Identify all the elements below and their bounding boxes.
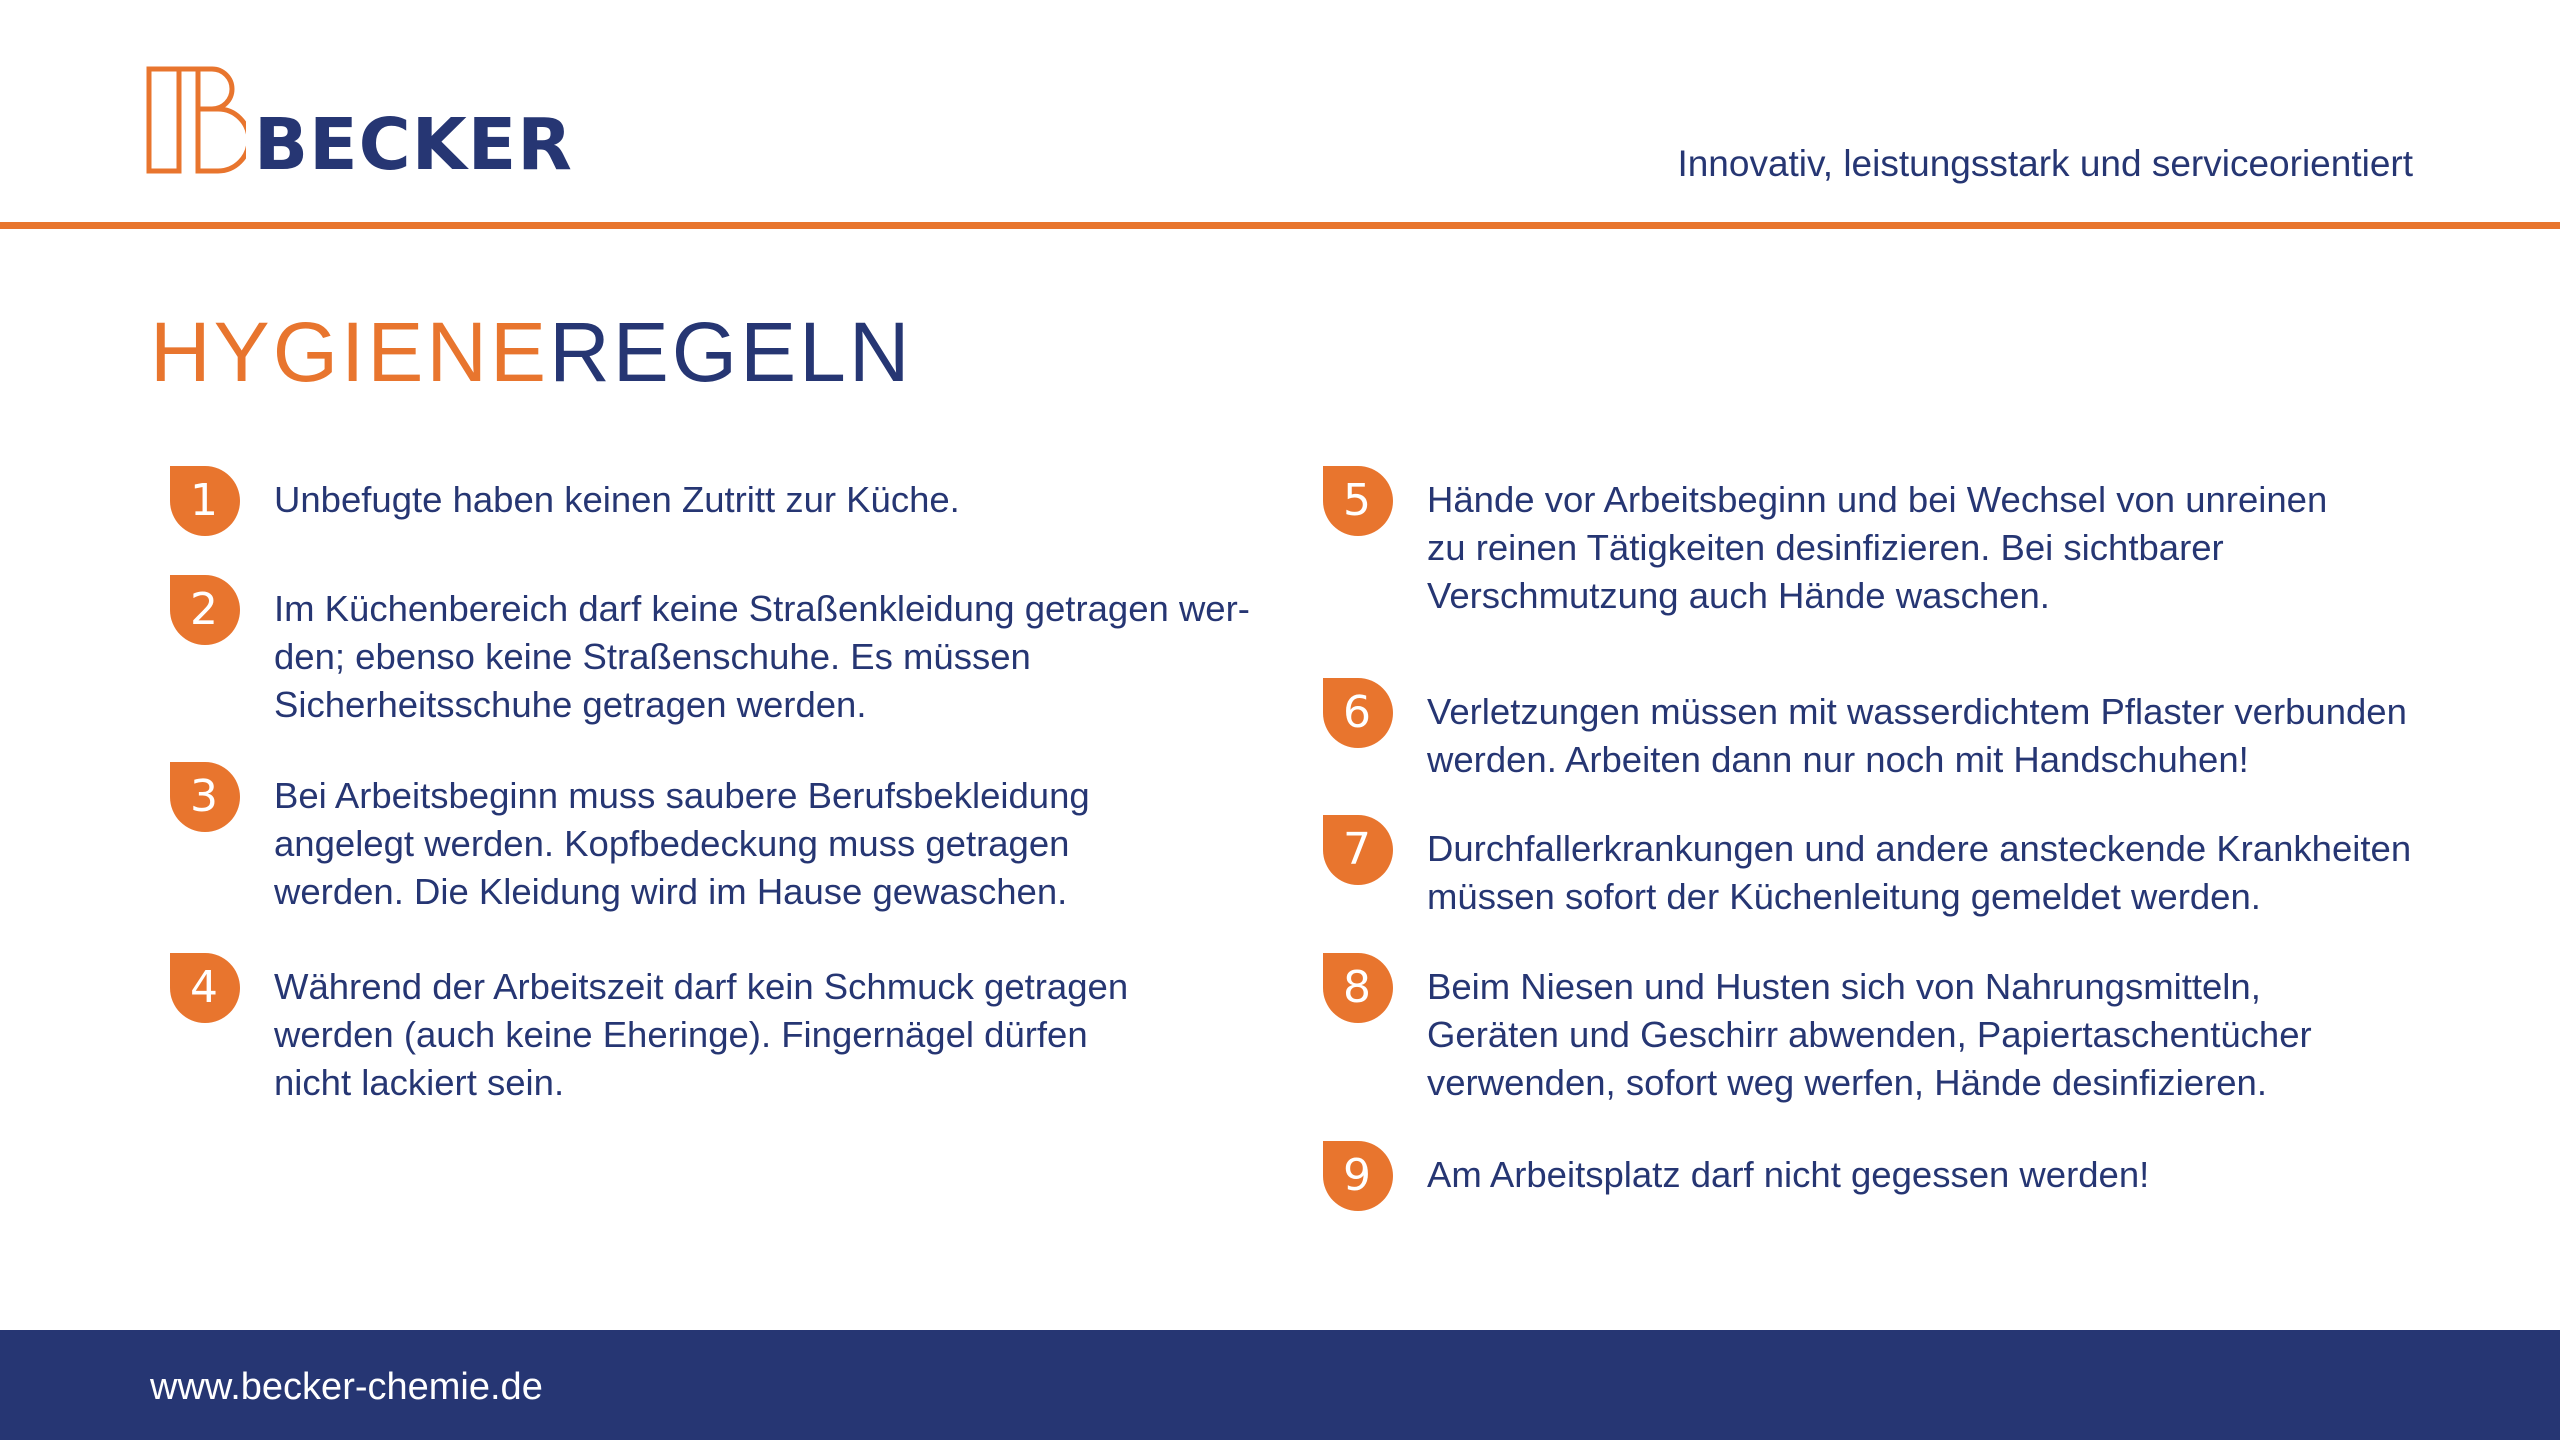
rule-text: Bei Arbeitsbeginn muss saubere Berufsbekleidung angelegt werden. Kopfbedeckung muss getragen werden. Die Kleidung wird im Hause gewaschen. (274, 775, 1090, 912)
badge-number: 3 (190, 771, 218, 822)
becker-logo (146, 64, 573, 186)
rule-item-7 (1323, 815, 2443, 921)
badge-number: 2 (190, 584, 218, 635)
badge-number: 5 (1343, 475, 1371, 526)
tagline: Innovativ, leistungsstark und serviceorientiert (1677, 143, 2413, 184)
rule-text: Am Arbeitsplatz darf nicht gegessen werden! (1427, 1154, 2150, 1195)
rule-text: Beim Niesen und Husten sich von Nahrungsmitteln, Geräten und Geschirr abwenden, Papiertaschentücher verwenden, sofort weg werfen, Hände desinfizieren. (1427, 966, 2312, 1103)
number-badge-3 (170, 762, 240, 832)
number-badge-9 (1323, 1141, 1393, 1211)
rule-text: Während der Arbeitszeit darf kein Schmuck getragen werden (auch keine Eheringe). Fingernägel dürfen nicht lackiert sein. (274, 966, 1129, 1103)
rule-text: Verletzungen müssen mit wasserdichtem Pflaster verbunden werden. Arbeiten dann nur noch mit Handschuhen! (1427, 691, 2407, 780)
number-badge-1 (170, 466, 240, 536)
rule-item-1 (170, 466, 1290, 536)
footer (0, 1330, 2560, 1440)
number-badge-2 (170, 575, 240, 645)
logo-mark-icon (146, 66, 246, 174)
badge-number: 7 (1343, 824, 1371, 875)
rule-item-5 (1323, 466, 2443, 620)
rule-item-6 (1323, 678, 2443, 784)
number-badge-4 (170, 953, 240, 1023)
number-badge-6 (1323, 678, 1393, 748)
rule-item-8 (1323, 953, 2443, 1107)
number-badge-5 (1323, 466, 1393, 536)
badge-number: 1 (190, 475, 218, 526)
title-part-regeln: REGELN (549, 305, 913, 399)
rule-text: Hände vor Arbeitsbeginn und bei Wechsel von unreinen zu reinen Tätigkeiten desinfizieren. Bei sichtbarer Verschmutzung auch Hände waschen. (1427, 479, 2328, 616)
badge-number: 6 (1343, 687, 1371, 738)
rule-text: Im Küchenbereich darf keine Straßenkleidung getragen wer- den; ebenso keine Straßenschuhe. Es müssen Sicherheitsschuhe getragen werden. (274, 588, 1250, 725)
header (0, 0, 2560, 224)
rule-item-2 (170, 575, 1290, 729)
badge-number: 9 (1343, 1150, 1371, 1201)
number-badge-8 (1323, 953, 1393, 1023)
rule-item-3 (170, 762, 1290, 916)
page-title (150, 296, 913, 408)
title-part-hygiene: HYGIENE (150, 305, 550, 399)
badge-number: 8 (1343, 962, 1371, 1013)
logo-wordmark: BECKER (254, 103, 573, 186)
header-divider (0, 222, 2560, 229)
number-badge-7 (1323, 815, 1393, 885)
rule-item-9 (1323, 1141, 2443, 1211)
website-link[interactable]: www.becker-chemie.de (150, 1366, 543, 1408)
rule-text: Durchfallerkrankungen und andere ansteckende Krankheiten müssen sofort der Küchenleitung gemeldet werden. (1427, 828, 2412, 917)
badge-number: 4 (190, 962, 218, 1013)
rule-text: Unbefugte haben keinen Zutritt zur Küche. (274, 479, 960, 520)
rule-item-4 (170, 953, 1290, 1107)
